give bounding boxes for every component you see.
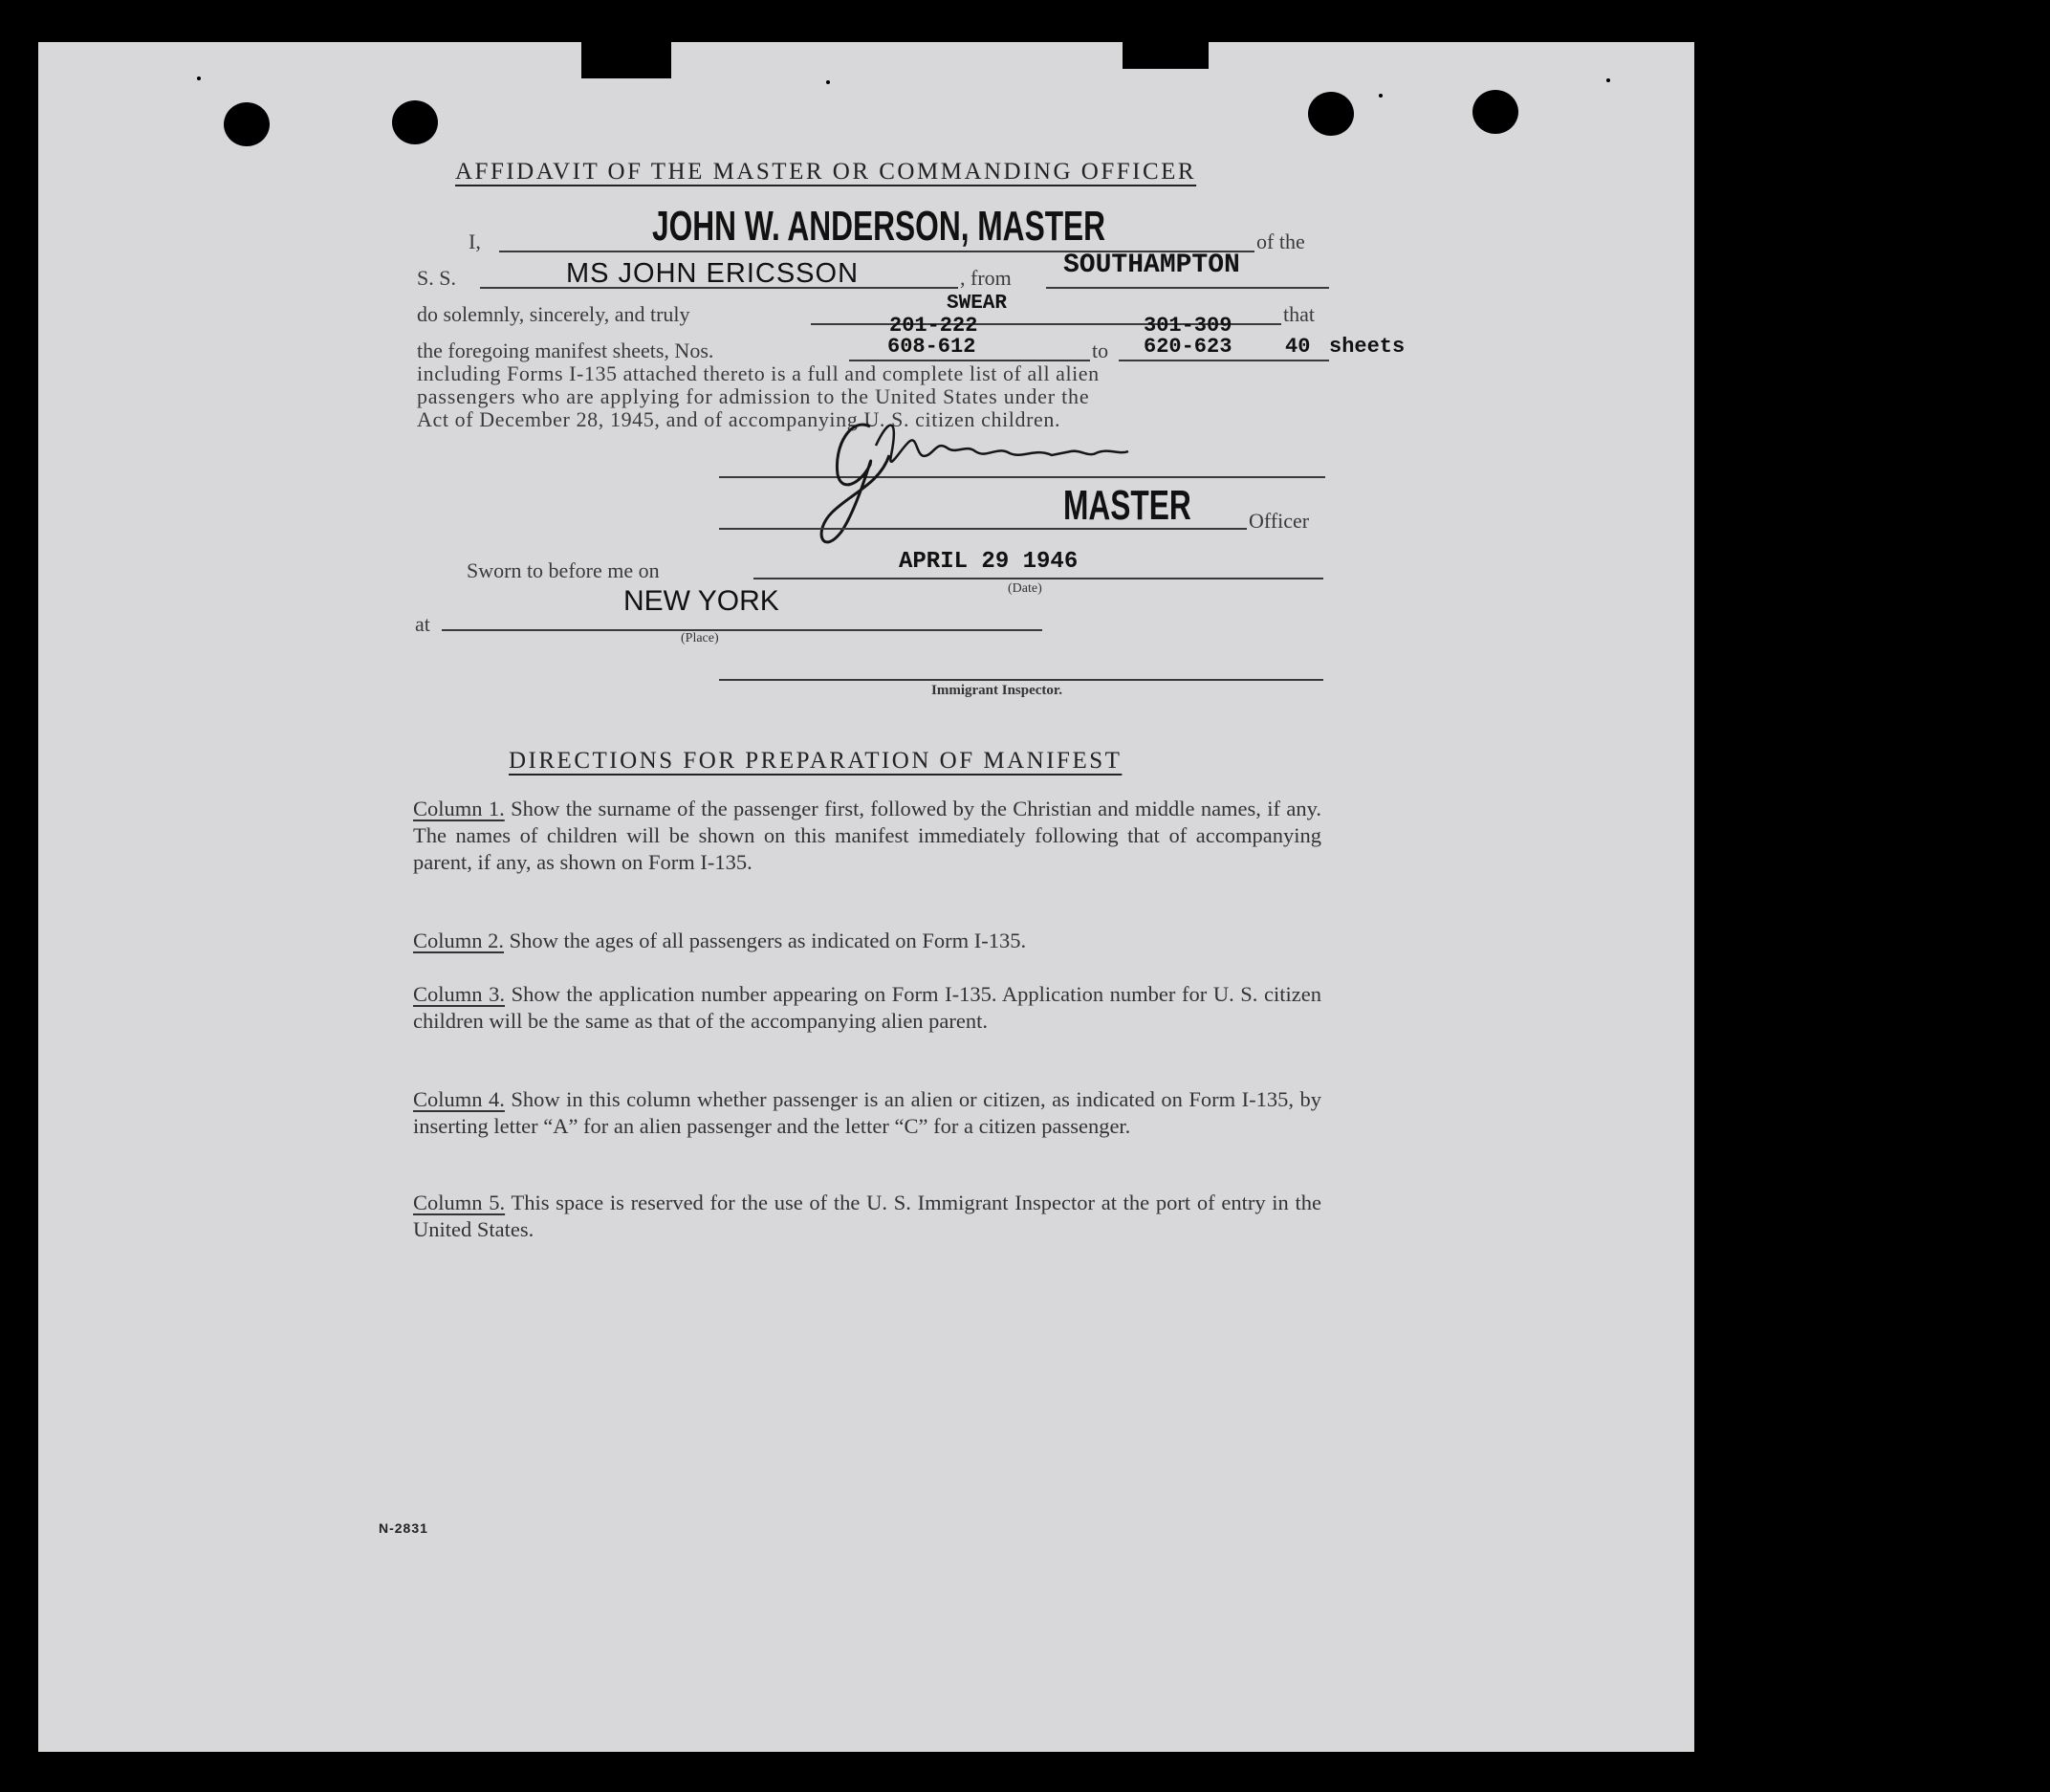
punch-hole bbox=[224, 102, 270, 146]
officer-label: Officer bbox=[1249, 509, 1310, 533]
column-2-direction bbox=[413, 928, 1321, 954]
sworn-date-underline bbox=[753, 578, 1323, 579]
line1-prefix: I, bbox=[469, 229, 481, 253]
place-caption: (Place) bbox=[681, 631, 719, 645]
oath-suffix: that bbox=[1283, 302, 1315, 326]
column-3-text: Show the application number appearing on Form I-135. Application number for U. S. citizen children will be the same as that of the accompanying alien parent. bbox=[413, 982, 1321, 1033]
ss-prefix: S. S. bbox=[417, 266, 456, 290]
column-4-direction bbox=[413, 1086, 1321, 1140]
nos-a-bottom: 608-612 bbox=[887, 335, 976, 359]
column-4-text: Show in this column whether passenger is an alien or citizen, as indicated on Form I-135, by inserting letter “A” for an alien passenger and the letter “C” for a citizen passenger. bbox=[413, 1087, 1321, 1138]
punch-hole bbox=[392, 100, 438, 144]
scan-speck bbox=[1908, 222, 1912, 226]
scan-speck bbox=[1606, 78, 1610, 82]
column-3-direction bbox=[413, 981, 1321, 1035]
column-2-text: Show the ages of all passengers as indicated on Form I-135. bbox=[509, 929, 1027, 952]
column-5-label: Column 5. bbox=[413, 1191, 506, 1214]
column-4-label: Column 4. bbox=[413, 1087, 505, 1111]
from-label: , from bbox=[960, 266, 1012, 290]
sheet-count: 40 bbox=[1285, 335, 1311, 359]
column-2-label: Column 2. bbox=[413, 929, 505, 952]
place-label: at bbox=[415, 612, 430, 636]
punch-hole bbox=[1472, 90, 1518, 134]
nos-b-bottom: 620-623 bbox=[1144, 335, 1232, 359]
handwritten-signature bbox=[784, 388, 1167, 557]
sworn-date: APRIL 29 1946 bbox=[899, 549, 1079, 575]
departure-port: SOUTHAMPTON bbox=[1063, 251, 1240, 280]
oath-prefix: do solemnly, sincerely, and truly bbox=[417, 302, 690, 326]
nos-b-underline bbox=[1119, 360, 1329, 361]
nos-a-top: 201-222 bbox=[889, 314, 978, 338]
port-underline bbox=[1046, 287, 1329, 289]
oath-word: SWEAR bbox=[947, 293, 1008, 315]
to-label: to bbox=[1092, 339, 1109, 362]
scan-speck bbox=[1379, 94, 1383, 98]
column-5-text: This space is reserved for the use of the U. S. Immigrant Inspector at the port of entry in the United States. bbox=[413, 1191, 1322, 1241]
date-caption: (Date) bbox=[1008, 581, 1042, 596]
scan-speck bbox=[197, 76, 201, 80]
document-page bbox=[38, 42, 1694, 1752]
punch-hole bbox=[1308, 92, 1354, 136]
signature-title: MASTER bbox=[1063, 482, 1191, 529]
column-1-text: Show the surname of the passenger first, followed by the Christian and middle names, if any. The names of children will be shown on this manifest immediately following that of accompanying parent, if any, as shown on Form I-135. bbox=[413, 797, 1322, 874]
inspector-caption: Immigrant Inspector. bbox=[931, 683, 1062, 698]
statement-line-3: Act of December 28, 1945, and of accompanying U. S. citizen children. bbox=[417, 407, 1061, 431]
statement-line-1: including Forms I-135 attached thereto is a full and complete list of all alien bbox=[417, 361, 1100, 385]
directions-title: DIRECTIONS FOR PREPARATION OF MANIFEST bbox=[509, 748, 1123, 774]
sheets-word: sheets bbox=[1329, 335, 1406, 359]
binder-notch bbox=[581, 38, 671, 78]
column-5-direction bbox=[413, 1190, 1321, 1243]
affidavit-title: AFFIDAVIT OF THE MASTER OR COMMANDING OFFICER bbox=[455, 159, 1197, 185]
statement-line-2: passengers who are applying for admission to the United States under the bbox=[417, 384, 1090, 408]
master-name: JOHN W. ANDERSON, MASTER bbox=[652, 203, 1106, 250]
line1-suffix: of the bbox=[1256, 229, 1305, 253]
scan-speck bbox=[826, 80, 830, 84]
column-1-direction bbox=[413, 796, 1321, 876]
form-number: N-2831 bbox=[379, 1520, 428, 1536]
sworn-label: Sworn to before me on bbox=[467, 558, 660, 582]
sheets-prefix: the foregoing manifest sheets, Nos. bbox=[417, 339, 714, 362]
column-3-label: Column 3. bbox=[413, 982, 505, 1006]
place-underline bbox=[442, 629, 1042, 631]
scan-speck bbox=[2012, 316, 2016, 319]
column-1-label: Column 1. bbox=[413, 797, 505, 820]
ship-name: MS JOHN ERICSSON bbox=[566, 258, 860, 289]
place-value: NEW YORK bbox=[623, 585, 779, 617]
inspector-signature-line bbox=[719, 679, 1323, 681]
nos-b-top: 301-309 bbox=[1144, 314, 1232, 338]
binder-notch bbox=[1123, 38, 1209, 69]
